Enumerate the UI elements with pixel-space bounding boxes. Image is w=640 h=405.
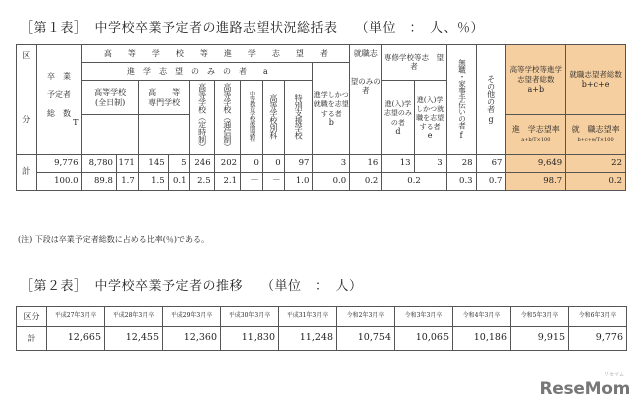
teiji-label: 高等学校（定時制） bbox=[197, 82, 207, 151]
ratio-cell: 1.5 bbox=[138, 173, 168, 191]
year-header: 令和4年3月卒 bbox=[453, 307, 511, 327]
trend-header-row bbox=[17, 307, 627, 327]
summary-table bbox=[16, 44, 626, 191]
tsushin-label: 高等学校（通信制） bbox=[222, 82, 232, 151]
count-cell: 3 bbox=[313, 155, 350, 173]
count-cell: 9,649 bbox=[506, 155, 566, 173]
trend-value: 12,455 bbox=[105, 327, 163, 351]
count-cell: 16 bbox=[350, 155, 382, 173]
count-cell: 202 bbox=[214, 155, 240, 173]
trend-value: 11,830 bbox=[221, 327, 279, 351]
bekka-label: 高等学校別科 bbox=[268, 93, 278, 139]
ratio-cell: 2.1 bbox=[214, 173, 240, 191]
table2-title bbox=[20, 275, 363, 294]
kubun-header: 区分 bbox=[17, 307, 47, 327]
shuushoku-ritsu-label: 就 職志望率 bbox=[571, 125, 620, 135]
shuushoku-only-label: 望のみの者 bbox=[350, 76, 381, 96]
senshu-shuushoku-header bbox=[414, 81, 446, 155]
koukou-shibou-label: 高等学校等進学志望者総数 bbox=[509, 65, 563, 84]
year-header: 平成28年3月卒 bbox=[105, 307, 163, 327]
shingaku-shuushoku-header bbox=[313, 63, 350, 155]
table1-unit: （単位 ： 人、％） bbox=[355, 21, 485, 36]
trend-value: 10,754 bbox=[337, 327, 395, 351]
trend-value: 10,186 bbox=[453, 327, 511, 351]
formula1-top: a+b bbox=[521, 137, 532, 144]
count-cell: 8,780 bbox=[82, 155, 116, 173]
teiji-header bbox=[190, 81, 214, 155]
ratio-cell: 0.2 bbox=[350, 173, 382, 191]
ku-label: 区 bbox=[22, 51, 31, 60]
total-header bbox=[36, 45, 82, 155]
senshu-shuushoku-label: 進(入)学しかつ就職を志望する者 bbox=[416, 95, 445, 132]
ratio-cell: － bbox=[241, 173, 263, 191]
senmon2-label: 専門学校 bbox=[148, 97, 181, 107]
kennai-kengai-spacer bbox=[82, 115, 138, 155]
sonota-label: その他の者 bbox=[486, 75, 496, 113]
count-cell: 5 bbox=[168, 155, 190, 173]
koukou-shibou-header bbox=[506, 45, 566, 115]
bun-label: 分 bbox=[22, 115, 31, 125]
trend-value: 12,360 bbox=[163, 327, 221, 351]
shuushoku-top-header bbox=[350, 45, 382, 155]
count-cell: 22 bbox=[566, 155, 626, 173]
shuushoku-shibou-label: 就職志望者総数 bbox=[569, 70, 622, 80]
count-cell: 13 bbox=[382, 155, 414, 173]
ratio-cell: 100.0 bbox=[36, 173, 82, 191]
senmon-header bbox=[138, 81, 190, 115]
kei-label: 計 bbox=[17, 327, 47, 351]
year-header: 平成31年3月卒 bbox=[279, 307, 337, 327]
shuushoku-ritsu-header: 就 職志望率 b+c+e/T×100 bbox=[566, 115, 626, 155]
senshu-top-header: 専修学校等志 望 者 bbox=[382, 45, 446, 81]
year-header: 平成30年3月卒 bbox=[221, 307, 279, 327]
count-cell: 145 bbox=[138, 155, 168, 173]
table1-title-text: ［第１表］ 中学校卒業予定者の進路志望状況総括表 bbox=[20, 21, 338, 36]
year-header: 令和2年3月卒 bbox=[337, 307, 395, 327]
ratio-cell: 0.1 bbox=[168, 173, 190, 191]
ratio-cell: 0.2 bbox=[566, 173, 626, 191]
tokubetsu-header bbox=[284, 81, 313, 155]
ratio-cell: 89.8 bbox=[82, 173, 116, 191]
sonota-header bbox=[476, 45, 506, 155]
kennai-kengai-spacer2 bbox=[138, 115, 190, 155]
shingaku-only-header: 進 学 志 望 の み の 者 a bbox=[82, 63, 313, 81]
count-cell: 9,776 bbox=[36, 155, 82, 173]
count-cell: 28 bbox=[446, 155, 476, 173]
formula2-tail: ×100 bbox=[599, 137, 614, 144]
count-cell: 0 bbox=[241, 155, 263, 173]
mushoku-label: 無職・家事手伝いの者 bbox=[457, 58, 467, 129]
ratio-cell: 0.7 bbox=[476, 173, 506, 191]
ratio-cell: 2.5 bbox=[190, 173, 214, 191]
year-header: 平成29年3月卒 bbox=[163, 307, 221, 327]
shingaku-top-header: 高 等 学 校 等 進 学 志 望 者 bbox=[82, 45, 350, 63]
trend-value: 9,915 bbox=[511, 327, 569, 351]
resemom-logo-sub: リセマム bbox=[604, 372, 624, 378]
bekka-header bbox=[262, 81, 284, 155]
ratio-cell: 98.7 bbox=[506, 173, 566, 191]
table1-title bbox=[20, 17, 484, 36]
souzu-label: 総 数 bbox=[47, 108, 71, 118]
T-label: T bbox=[73, 117, 79, 127]
resemom-logo: ReseMom bbox=[539, 379, 630, 399]
formula1-tail: ×100 bbox=[536, 137, 551, 144]
count-cell: 3 bbox=[414, 155, 446, 173]
shuushoku-shibou-header bbox=[566, 45, 626, 115]
ratio-cell: 0.3 bbox=[446, 173, 476, 191]
trend-value-row bbox=[17, 327, 627, 351]
tsushin-header bbox=[214, 81, 240, 155]
year-header: 令和6年3月卒 bbox=[569, 307, 627, 327]
ratio-row bbox=[17, 173, 626, 191]
koukou-zen2-label: (全日制) bbox=[95, 97, 126, 107]
count-cell: 67 bbox=[476, 155, 506, 173]
table1-note: (注) 下段は卒業予定者総数に占める比率(％)である。 bbox=[18, 235, 210, 244]
bce-label: b+c+e bbox=[581, 79, 610, 89]
ratio-cell: 0.0 bbox=[313, 173, 350, 191]
year-header: 平成27年3月卒 bbox=[47, 307, 105, 327]
count-cell: 246 bbox=[190, 155, 214, 173]
yoteisha-label: 予定者 bbox=[47, 90, 71, 100]
shuushoku-top-label: 就職志 bbox=[353, 49, 378, 58]
tokubetsu-label: 特別支援学校 bbox=[294, 93, 304, 139]
year-header: 令和3年3月卒 bbox=[395, 307, 453, 327]
ratio-cell: 1.7 bbox=[116, 173, 138, 191]
b-label: b bbox=[328, 117, 334, 127]
table2-title-text: ［第２表］ 中学校卒業予定者の推移 bbox=[20, 279, 244, 294]
kei-cell: 計 bbox=[17, 155, 37, 191]
shingaku-ritsu-label: 進 学志望率 bbox=[511, 125, 560, 135]
chuto-label: 中等教育学校後期課程 bbox=[248, 91, 255, 142]
count-cell: 171 bbox=[116, 155, 138, 173]
ratio-cell: 1.0 bbox=[284, 173, 313, 191]
ab-label: a+b bbox=[527, 84, 545, 94]
e-label: e bbox=[427, 131, 433, 141]
shingaku-shuushoku-label: 進学しかつ就職を志望する者 bbox=[313, 91, 349, 118]
koukou-zen-label: 高等学校 bbox=[94, 88, 127, 98]
count-cell: 0 bbox=[262, 155, 284, 173]
senmon-label: 高 等 bbox=[148, 88, 181, 98]
shingaku-ritsu-header: 進 学志望率 a+b/T×100 bbox=[506, 115, 566, 155]
senshu-nyugaku-label: 進(入)学志望のみの者 bbox=[383, 100, 412, 127]
count-row bbox=[17, 155, 626, 173]
f-label: f bbox=[459, 131, 463, 140]
trend-value: 12,665 bbox=[47, 327, 105, 351]
year-header: 令和5年3月卒 bbox=[511, 307, 569, 327]
sotsugyou-label: 卒 業 bbox=[47, 71, 71, 81]
trend-value: 11,248 bbox=[279, 327, 337, 351]
trend-table bbox=[16, 306, 627, 351]
formula2-bot: T bbox=[596, 137, 600, 144]
chuto-header bbox=[241, 81, 263, 155]
ratio-cell: － bbox=[262, 173, 284, 191]
ku-header bbox=[17, 45, 37, 155]
d-label: d bbox=[395, 126, 401, 136]
trend-value: 9,776 bbox=[569, 327, 627, 351]
ratio-cell: 0.2 bbox=[382, 173, 446, 191]
formula1-bot: T bbox=[533, 137, 537, 144]
koukou-zen-header bbox=[82, 81, 138, 115]
count-cell: 97 bbox=[284, 155, 313, 173]
table2-unit: （単位 ： 人） bbox=[261, 279, 363, 294]
formula2-top: b+c+e bbox=[577, 137, 595, 144]
trend-value: 10,065 bbox=[395, 327, 453, 351]
senshu-nyugaku-header bbox=[382, 81, 414, 155]
g-label: g bbox=[488, 114, 494, 124]
